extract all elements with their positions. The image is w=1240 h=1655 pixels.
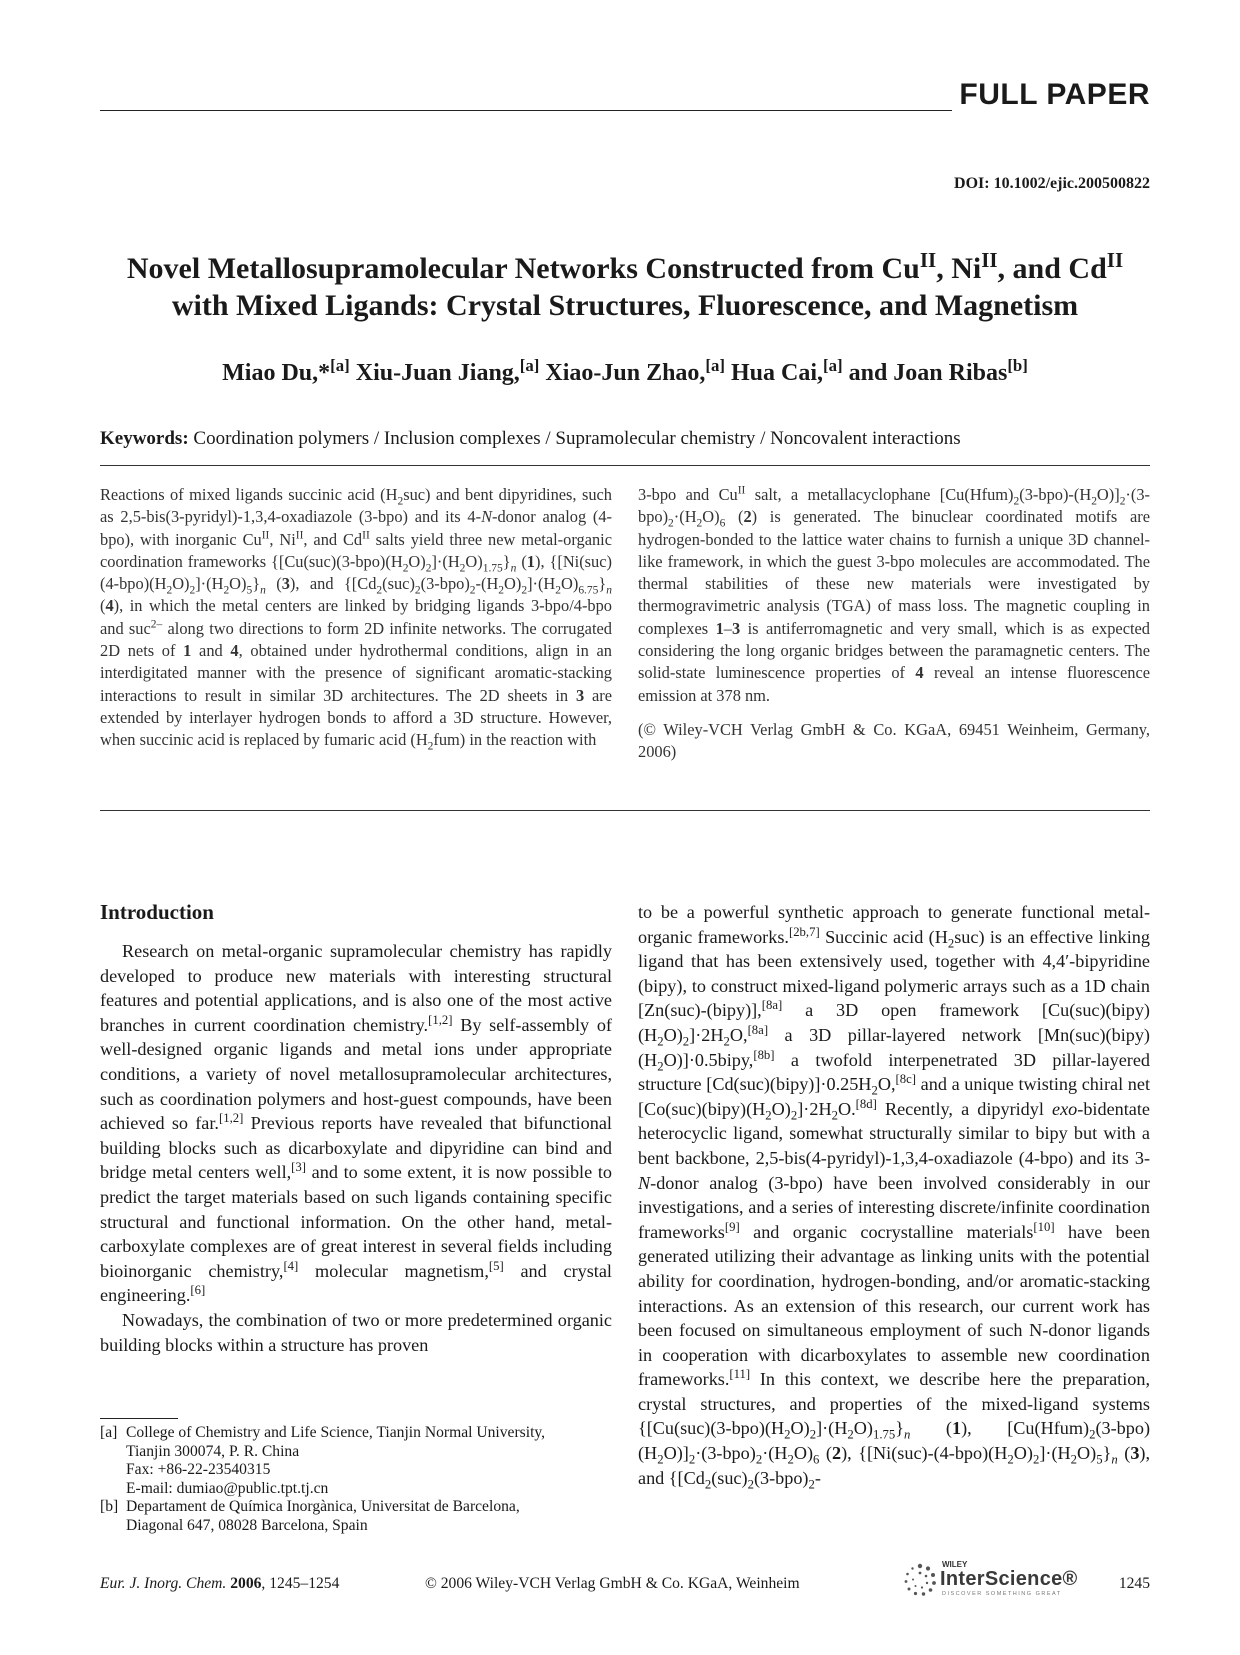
abstract-text: Reactions of mixed ligands succinic acid $(H_2suc)$ and bent dipyridines, such as 2,5-bis(3-pyridyl)-1,3,4-oxadiazole (3-bpo) and its 4-N-donor analog (4-bpo), with inorganic $Cu^{II}$, $Ni^{II}$, and $Cd^{II}$ salts yield three new metal-organic coordination frameworks $\{[Cu(suc)(3-bpo)(H_2O)_2]\cdot(H_2O)_{1.75}\}_n$ (1), $\{[Ni(suc)(4-bpo)(H_2O)_2]\cdot(H_2O)_5\}_n$ (3), and $\{[Cd_2(suc)_2(3-bpo)_2-(H_2O)_2]\cdot(H_2O)_{6.75}\}_n$ (4), in which the metal centers are linked by bridging ligands 3-bpo/4-bpo and suc$^{2-}$ along two directions to form 2D infinite networks. The corrugated 2D nets of 1 and 4, obtained under hydrothermal conditions, align in an interdigitated manner with the presence of significant aromatic-stacking interactions to result in similar 3D architectures. The 2D sheets in 3 are extended by interlayer hydrogen bonds to afford a 3D structure. However, when succinic acid is replaced by fumaric acid $(H_2fum)$ in the reaction with [100, 485, 613, 753]
doi[interactable]: DOI: 10.1002/ejic.200500822 [954, 175, 1150, 192]
author: Miao Du,* [222, 360, 331, 386]
author: Xiao-Jun Zhao, [539, 360, 706, 386]
header-rule [100, 110, 952, 111]
abstract-right-column [638, 484, 1150, 764]
author: and Joan Ribas [842, 360, 1008, 386]
abstract-top-rule [100, 465, 1150, 466]
keywords: Keywords: Coordination polymers / Inclusion complexes / Supramolecular chemistry / Noncovalent interactions [100, 428, 961, 449]
paper-title: Novel Metallosupramolecular Networks Constructed from $Cu^{II}$, $Ni^{II}$, and $Cd^{II}$ with Mixed Ligands: Crystal Structures, Fluorescence, and Magnetism [126, 248, 1124, 322]
abstract-left-column [100, 484, 612, 752]
author-list: Miao Du,*[a] Xiu-Juan Jiang,[a] Xiao-Jun Zhao,[a] Hua Cai,[a] and Joan Ribas[b] [222, 356, 1028, 386]
affiliations [100, 1424, 612, 1536]
body-left-column [100, 939, 612, 1357]
paragraph: Research on metal-organic supramolecular chemistry has rapidly developed to produce new materials with interesting structural features and potential applications, and is also one of the most active branches in current coordination chemistry.[1,2] By self-assembly of well-designed organic ligands and metal ions under appropriate conditions, a variety of novel metallosupramolecular architectures, such as coordination polymers and host-guest compounds, have been achieved so far.[1,2] Previous reports have revealed that bifunctional building blocks such as dicarboxylate and dipyridine can bind and bridge metal centers well,[3] and to some extent, it is now possible to predict the target materials based on such ligands containing specific structural and functional information. On the other hand, metal-carboxylate complexes are of great interest in several fields including bioinorganic chemistry,[4] molecular magnetism,[5] and crystal engineering.[6] [100, 941, 612, 1306]
abstract-text: 3-bpo and $Cu^{II}$ salt, a metallacyclophane $[Cu(Hfum)_2(3-bpo)-(H_2O)]_2\cdot(3-bpo)_2\cdot(H_2O)_6$ (2) is generated. The binuclear coordinated motifs are hydrogen-bonded to the lattice water chains to furnish a unique 3D channel-like framework, in which the guest 3-bpo molecules are accommodated. The thermal stabilities of these new materials were investigated by thermogravimetric analysis (TGA) of mass loss. The magnetic coupling in complexes 1–3 is antiferromagnetic and very small, which is as expected considering the long organic bridges between the paramagnetic centers. The solid-state luminescence properties of 4 reveal an intense fluorescence emission at 378 nm. [638, 484, 1150, 705]
interscience-logo: WILEY InterScience® DISCOVER SOMETHING GREAT [902, 1560, 1072, 1600]
abstract-bottom-rule [100, 810, 1150, 811]
footer-journal: Eur. J. Inorg. Chem. 2006, 1245–1254 [100, 1575, 340, 1592]
footnote-rule [100, 1418, 178, 1419]
affiliation-b: [b] Departament de Química Inorgànica, Universitat de Barcelona, Diagonal 647, 08028 Barcelona, Spain [100, 1498, 520, 1534]
affiliation-a: [a] College of Chemistry and Life Science, Tianjin Normal University, Tianjin 300074, P. R. China Fax: +86-22-23540315 E-mail: dumiao@public.tpt.tj.cn [100, 1424, 546, 1497]
body-right-column [638, 900, 1150, 1490]
paragraph: to be a powerful synthetic approach to generate functional metal-organic frameworks.[2b,7] Succinic acid $(H_2suc)$ is an effective linking ligand that has been extensively used, together with 4,4′-bipyridine (bipy), to construct mixed-ligand polymeric arrays such as a 1D chain [Zn(suc)-(bipy)],[8a] a 3D open framework $[Cu(suc)(bipy)(H_2O)_2]\cdot 2H_2O,[8a]$ a 3D pillar-layered network $[Mn(suc)(bipy)(H_2O)]\cdot 0.5bipy,[8b]$ a twofold interpenetrated 3D pillar-layered structure $[Cd(suc)(bipy)]\cdot 0.25H_2O,[8c]$ and a unique twisting chiral net $[Co(suc)(bipy)(H_2O)_2]\cdot 2H_2O.[8d]$ Recently, a dipyridyl exo-bidentate heterocyclic ligand, somewhat structurally similar to bipy but with a bent backbone, 2,5-bis(4-pyridyl)-1,3,4-oxadiazole (4-bpo) and its 3-N-donor analog (3-bpo) have been involved considerably in our investigations, and a series of interesting discrete/infinite coordination frameworks[9] and organic cocrystalline materials[10] have been generated utilizing their advantage as linking units with the potential ability for coordination, hydrogen-bonding, and/or aromatic-stacking interactions. As an extension of this research, our current work has been focused on simultaneous employment of such N-donor ligands in cooperation with dicarboxylates to assemble new coordination frameworks.[11] In this context, we describe here the preparation, crystal structures, and properties of the mixed-ligand systems $\{[Cu(suc)(3-bpo)(H_2O)_2]\cdot(H_2O)_{1.75}\}_n$ (1), $[Cu(Hfum)_2(3-bpo)(H_2O)]_2\cdot(3-bpo)_2\cdot(H_2O)_6$ (2), $\{[Ni(suc)-(4-bpo)(H_2O)_2]\cdot(H_2O)_5\}_n$ (3), and {[$Cd_2(suc)_2(3-bpo)_2-$ [638, 902, 1151, 1492]
swirl-icon [902, 1562, 938, 1598]
footer-copyright: © 2006 Wiley-VCH Verlag GmbH & Co. KGaA, Weinheim [425, 1575, 800, 1592]
paragraph: Nowadays, the combination of two or more predetermined organic building blocks within a structure has proven [100, 1309, 612, 1355]
introduction-heading: Introduction [100, 900, 214, 924]
section-label: FULL PAPER [959, 78, 1150, 111]
page-number: 1245 [1118, 1575, 1150, 1592]
author: Xiu-Juan Jiang, [349, 360, 520, 386]
abstract-copyright: (© Wiley-VCH Verlag GmbH & Co. KGaA, 69451 Weinheim, Germany, 2006) [638, 719, 1150, 762]
email[interactable]: E-mail: dumiao@public.tpt.tj.cn [126, 1479, 329, 1497]
author: Hua Cai, [725, 360, 824, 386]
